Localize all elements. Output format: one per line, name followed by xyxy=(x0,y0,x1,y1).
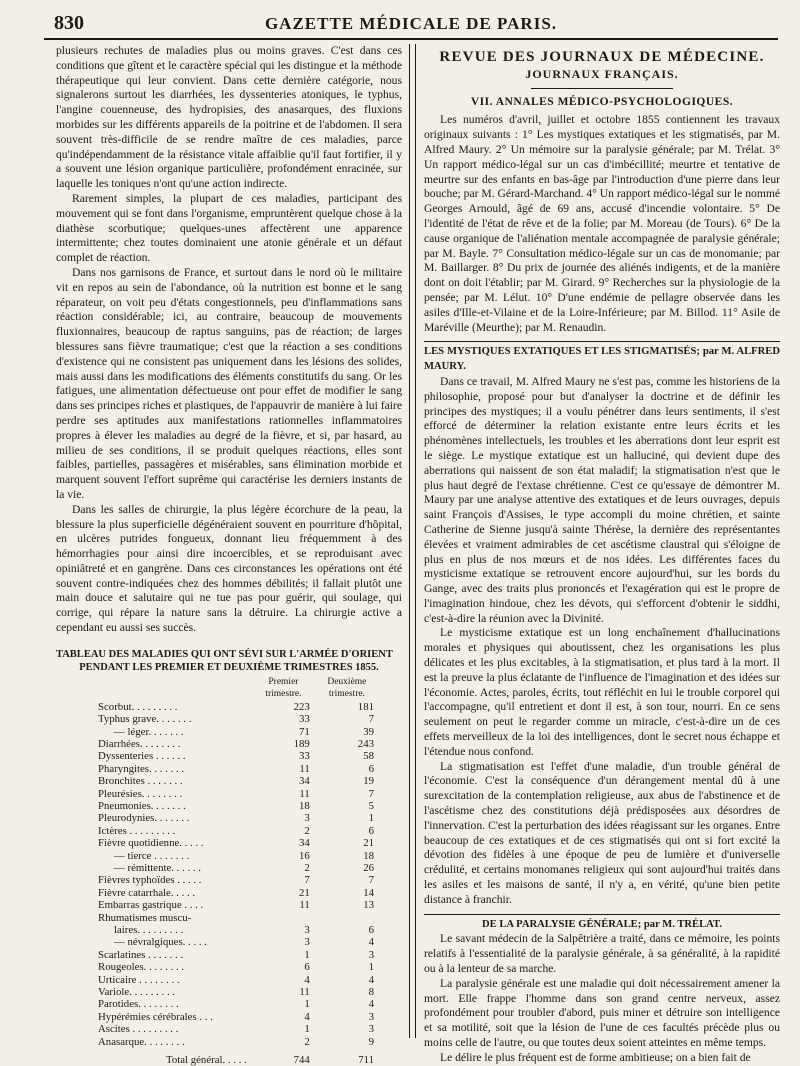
disease-label: Embarras gastrique . . . . xyxy=(98,899,204,912)
second-quarter-count: 14 xyxy=(363,886,374,899)
table-row xyxy=(56,837,402,849)
table-row xyxy=(56,701,402,713)
first-quarter-count: 2 xyxy=(304,861,310,874)
second-quarter-count: 39 xyxy=(363,725,374,738)
second-quarter-count: 3 xyxy=(368,1010,374,1023)
paragraph: La stigmatisation est l'effet d'une maladie, d'un trouble général de l'économie. C'est la conséquence d'un dérangement mental dû à une surexcitation de la contemplation religieuse, aux abus de l'abstinence et de l'ascétisme chez des constitutions déjà prédisposées aux désordres de l'innervation. C'est la perturbation des idées réagissant sur les organes. Entre beaucoup de ces extatiques et de ces stigmatisés qui ont si fort excité la dévotion des fidèles à une époque de peu de lumière et d'universelle crédulité, et certains monomanes religieux qui sont aujourd'hui traités dans les asiles et les maisons de santé, il n'y a, en vérité, qu'une bien petite distance à franchir. xyxy=(424,759,780,906)
second-quarter-count: 4 xyxy=(368,973,374,986)
table-row xyxy=(56,800,402,812)
second-quarter-count xyxy=(320,912,402,924)
table-row xyxy=(56,850,402,862)
disease-label: — rémittente. . . . . . xyxy=(114,861,201,874)
paragraph: Dans nos garnisons de France, et surtout dans le nord où le militaire vit en repos au sein de l'abondance, où la nutrition est bonne et le sang réparateur, on voit peu d'états congestionnels, peu d'inflammations sans réaction considérable; ici, au contraire, beaucoup de mouvements fluxionnaires, beaucoup de raptus sanguins, pas de réaction; de larges blessures sans fièvre traumatique; c'est que la réaction a ses conditions d'existence qui ne consistent pas uniquement dans les lésions des solides, mais aussi dans les modifications des éléments constitutifs du sang. Or les fatigues, une alimentation défectueuse ont pour effet de modifier le sang dans ses principes riches et plastiques, de l'appauvrir de manière à lui faire perdre ses aptitudes aux manifestations rationnelles inflammatoires propres à élever les maladies au degré de la fièvre, et si, par hasard, au milieu de ses conditions, il se produit quelques réactions, elles sont faibles, partielles, passagères et misérables, sans élimination morbide et marquent souvent l'effort suprême qui caractérise les derniers instants de la vie. xyxy=(56,265,402,501)
first-quarter-count: 11 xyxy=(299,787,310,800)
second-quarter-count: 1 xyxy=(368,812,374,825)
table-row xyxy=(56,812,402,824)
table-title-line: PENDANT LES PREMIER ET DEUXIÈME TRIMESTRES 1855. xyxy=(79,661,379,673)
first-quarter-count: 11 xyxy=(299,762,310,775)
first-quarter-count: 18 xyxy=(298,799,310,812)
table-row xyxy=(56,924,402,936)
table-row xyxy=(56,874,402,886)
second-quarter-count: 7 xyxy=(368,787,374,800)
first-quarter-count: 21 xyxy=(298,886,310,899)
total-label: Total général. . . . . xyxy=(166,1054,247,1066)
first-quarter-count: 34 xyxy=(298,775,310,788)
second-quarter-count: 13 xyxy=(363,899,374,912)
disease-label: Fièvre catarrhale. . . . . xyxy=(98,886,196,899)
table-row xyxy=(56,899,402,911)
second-quarter-count: 6 xyxy=(368,824,374,837)
table-row xyxy=(56,1011,402,1023)
first-quarter-count: 6 xyxy=(304,961,310,974)
first-quarter-count: 3 xyxy=(304,936,310,949)
first-quarter-count: 1 xyxy=(304,1023,310,1036)
column-header: Premier trimestre. xyxy=(265,676,302,700)
article-heading: LES MYSTIQUES EXTATIQUES ET LES STIGMATISÉS; par M. ALFRED MAURY. xyxy=(424,341,780,375)
table-row xyxy=(56,738,402,750)
table-row xyxy=(56,788,402,800)
paragraph: Le mysticisme extatique est un long enchaînement d'hallucinations morales et physiques qui aboutissent, chez les organisations les plus délicates et les plus excitables, à la stigmatisation, et plus tard à la mort. Il est la preuve la plus éclatante de l'influence de l'imagination et des idées sur l'économie. Actes, paroles, écrits, tout réfléchit en lui le trouble corporel qui l'accompagne, qu'il entretient et dont il est, à son tour, nourri. En ce sens seulement on peut le regarder comme un miracle, c'est-à-dire un de ces effets merveilleux de la loi des intelligences, dont le secret nous échappe et l'étendue nous confond. xyxy=(424,626,780,758)
disease-label: Pneumonies. . . . . . . xyxy=(98,799,186,812)
table-title xyxy=(56,648,402,674)
second-quarter-count: 5 xyxy=(368,799,374,812)
journal-title: GAZETTE MÉDICALE DE PARIS. xyxy=(264,14,558,33)
table-row xyxy=(56,1023,402,1035)
disease-label: — léger. . . . . . . xyxy=(114,725,184,738)
second-quarter-count: 3 xyxy=(368,1023,374,1036)
table-row xyxy=(56,949,402,961)
second-quarter-count: 4 xyxy=(368,936,374,949)
disease-label: Pharyngites. . . . . . . xyxy=(98,762,185,775)
disease-label: laires. . . . . . . . . xyxy=(114,924,184,936)
total-row xyxy=(56,1048,402,1066)
disease-label: Fièvre quotidienne. . . . . xyxy=(98,837,204,850)
first-quarter-count xyxy=(257,912,320,924)
table-row xyxy=(56,713,402,725)
paragraph: Le délire le plus fréquent est de forme ambitieuse; on a bien fait de xyxy=(440,1050,751,1064)
first-quarter-count: 3 xyxy=(304,812,310,825)
disease-label: Fièvres typhoïdes . . . . . xyxy=(98,874,202,887)
disease-label: Rhumatismes muscu- xyxy=(98,911,192,924)
disease-label: Variole. . . . . . . . . xyxy=(98,986,176,999)
disease-label: — névralgiques. . . . . xyxy=(114,936,207,949)
second-quarter-count: 7 xyxy=(368,713,374,726)
second-quarter-count: 7 xyxy=(368,874,374,887)
table-row xyxy=(56,998,402,1010)
total-first-quarter: 744 xyxy=(293,1054,310,1066)
page-header xyxy=(44,12,778,40)
second-quarter-count: 58 xyxy=(363,750,374,763)
article-heading: DE LA PARALYSIE GÉNÉRALE; par M. TRÉLAT. xyxy=(424,914,780,933)
disease-label: Scorbut. . . . . . . . . xyxy=(98,700,178,713)
disease-label: Ascites . . . . . . . . . xyxy=(98,1023,179,1036)
second-quarter-count: 4 xyxy=(368,998,374,1011)
disease-label: Pleurodynies. . . . . . . xyxy=(98,812,190,825)
second-quarter-count: 21 xyxy=(363,837,374,850)
first-quarter-count: 223 xyxy=(293,700,310,713)
second-quarter-count: 1 xyxy=(368,961,374,974)
second-quarter-count: 26 xyxy=(363,861,374,874)
table-row xyxy=(56,750,402,762)
disease-label: Ictères . . . . . . . . . xyxy=(98,824,176,837)
paragraph: Dans ce travail, M. Alfred Maury ne s'est pas, comme les historiens de la philosophie, proposé pour but d'analyser la doctrine et de définir les principes des mystiques; il a voulu pénétrer dans leurs sentiments, il s'est efforcé de déterminer la relation existante entre leurs écrits et les phénomènes intellectuels, les troubles et les aberrations dont leur esprit est le siège. Le mystique extatique est un halluciné, qui devient dupe des aberrations qui naissent de son état maladif; la stigmatisation n'est que le plus haut degré de l'extase chrétienne. C'est ce qu'essaye de démontrer M. Maury par une analyse attentive des extatiques et de leurs ouvrages, depuis saint François d'Assises, le type accompli du moine chrétien, et sainte Catherine de Sienne jusqu'à sainte Thérèse, la dernière des représentantes élevées et vraiment admirables de cet ascétisme claustral qui s'éloigne de plus en plus de nos mœurs et de nos idées. Les différentes faces du mysticisme extatique se retrouvent encore aujourd'hui, sur les bords du Gange, avec des traits plus prononcés et l'exagération qui est le propre de l'imagination hindoue, chez les dévots, qui s'efforcent d'obtenir le siddhi, c'est-à-dire la réunion avec la Divinité. xyxy=(424,374,780,625)
table-row xyxy=(56,887,402,899)
paragraph: La paralysie générale est une maladie qui doit nécessairement amener la mort. Elle frappe l'homme dans son grand centre nerveux, assez profondément pour troubler d'abord, puis miner et détruire son intelligence et sa motilité, soit que la lésion de l'une de ces facultés précède plus ou moins celle de l'autre, ou que toutes deux soient atteintes en même temps. xyxy=(424,976,780,1049)
paragraph: Rarement simples, la plupart de ces maladies, participant des mouvement qui se font dans l'organisme, empruntèrent quelque chose à la diathèse scorbutique; quelques-unes affectèrent une apparence intermittente; chez toutes dominaient une atonie générale et un défaut complet de réaction. xyxy=(56,191,402,265)
first-quarter-count: 189 xyxy=(293,737,310,750)
paragraph: Les numéros d'avril, juillet et octobre 1855 contiennent les travaux originaux suivants : 1° Les mystiques extatiques et les stigmatisés, par M. Alfred Maury. 2° Un mémoire sur la paralysie générale; par M. Trélat. 3° Un rapport médico-légal sur un cas d'imbécillité; meurtre et tentative de meurtre sur des enfants en bas-âge par l'introduction d'une pierre dans leur bouche; par M. Gérard-Marchand. 4° Un rapport médico-légal sur le nommé Georges Arnould, âgé de 69 ans, accusé d'incendie volontaire. 5° De l'identité de l'état de rêve et de la folie; par M. Moreau (de Tours). 6° De la cause organique de l'aliénation mentale accompagnée de paralysie générale; par M. Bayle. 7° Consultation médico-légale sur un cas de monomanie; par M. Baillarger. 8° Du prix de journée des aliénés indigents, et de la manière dont on doit l'établir; par M. Girard. 9° Recherches sur la physiologie de la pensée; par M. Lélut. 10° D'une endémie de pellagre observée dans les asiles d'Ille-et-Vilaine et de la Loire-Inférieure; par M. Billod. 11° Asile de Maréville (Meurthe); par M. Renaudin. xyxy=(424,113,780,334)
disease-label: Bronchites . . . . . . . xyxy=(98,775,183,788)
table-row xyxy=(56,936,402,948)
paragraph: Dans les salles de chirurgie, la plus légère écorchure de la peau, la blessure la plus superficielle dégénéraient souvent en pourriture d'hôpital, en ulcères putrides fongueux, donnant lieu fréquemment à des hémorrhagies pour ainsi dire incoercibles, et se reproduisant avec opiniâtreté et en gangrène. Dans ces circonstances les opérations ont été souvent contre-indiquées chez des hommes débilités; il fallait plutôt une main douce et salutaire qui ne tue pas pour guérir, qui soulage, qui corrige, qui répare la nature sans la détruire. La chirurgie active a cependant eu aussi ses succès. xyxy=(56,502,402,635)
first-quarter-count: 11 xyxy=(299,899,310,912)
first-quarter-count: 33 xyxy=(298,713,310,726)
left-column xyxy=(56,44,402,1066)
second-quarter-count: 19 xyxy=(363,775,374,788)
disease-label: Urticaire . . . . . . . . xyxy=(98,973,180,986)
column-header: Deuxième trimestre. xyxy=(327,676,367,700)
disease-label: — tierce . . . . . . . xyxy=(114,849,190,862)
disease-table xyxy=(56,676,402,1066)
section-title: REVUE DES JOURNAUX DE MÉDECINE. xyxy=(439,49,765,65)
disease-label: Scarlatines . . . . . . . xyxy=(98,948,184,961)
first-quarter-count: 1 xyxy=(304,948,310,961)
first-quarter-count: 4 xyxy=(304,973,310,986)
table-row xyxy=(56,726,402,738)
first-quarter-count: 2 xyxy=(304,824,310,837)
journal-heading: VII. ANNALES MÉDICO-PSYCHOLOGIQUES. xyxy=(470,95,734,108)
first-quarter-count: 7 xyxy=(304,874,310,887)
subsection-title: JOURNAUX FRANÇAIS. xyxy=(525,66,679,81)
first-quarter-count: 4 xyxy=(304,1010,310,1023)
second-quarter-count: 9 xyxy=(368,1035,374,1048)
disease-label: Pleurésies. . . . . . . . xyxy=(98,787,183,800)
disease-label: Diarrhées. . . . . . . . xyxy=(98,737,181,750)
disease-label: Rougeoles. . . . . . . . xyxy=(98,961,185,974)
disease-label: Dyssenteries . . . . . . xyxy=(98,750,186,763)
table-row xyxy=(56,862,402,874)
table-row xyxy=(56,986,402,998)
table-header-row xyxy=(56,676,402,701)
disease-label: Anasarque. . . . . . . . xyxy=(98,1035,185,1048)
second-quarter-count: 6 xyxy=(368,762,374,775)
second-quarter-count: 18 xyxy=(363,849,374,862)
first-quarter-count: 33 xyxy=(298,750,310,763)
table-row xyxy=(56,961,402,973)
first-quarter-count: 71 xyxy=(298,725,310,738)
second-quarter-count: 3 xyxy=(368,948,374,961)
table-row xyxy=(56,775,402,787)
first-quarter-count: 16 xyxy=(298,849,310,862)
second-quarter-count: 243 xyxy=(357,737,374,750)
table-row xyxy=(56,974,402,986)
page-number: 830 xyxy=(54,12,84,34)
column-divider xyxy=(409,44,416,1038)
disease-label: Typhus grave. . . . . . . xyxy=(98,713,192,726)
first-quarter-count: 34 xyxy=(298,837,310,850)
right-column xyxy=(424,44,780,1064)
first-quarter-count: 1 xyxy=(304,998,310,1011)
total-second-quarter: 711 xyxy=(358,1054,374,1066)
table-row xyxy=(56,763,402,775)
table-row xyxy=(56,912,402,924)
table-row xyxy=(56,825,402,837)
first-quarter-count: 2 xyxy=(304,1035,310,1048)
paragraph: Le savant médecin de la Salpêtrière a traité, dans ce mémoire, les points relatifs à l'essentialité de la paralysie générale, à sa généralité, à la rapidité ou à la lenteur de sa marche. xyxy=(424,932,780,976)
second-quarter-count: 6 xyxy=(368,924,374,936)
second-quarter-count: 181 xyxy=(357,700,374,713)
second-quarter-count: 8 xyxy=(368,986,374,999)
first-quarter-count: 3 xyxy=(304,924,310,936)
table-title-line: TABLEAU DES MALADIES QUI ONT SÉVI SUR L'ARMÉE D'ORIENT xyxy=(56,648,393,660)
disease-label: Parotides. . . . . . . . xyxy=(98,998,179,1011)
paragraph: plusieurs rechutes de maladies plus ou moins graves. C'est dans ces conditions que gîtent et le caractère spécial qui les distingue et la méthode thérapeutique qui leur convient. Dans cette dernière catégorie, nous signalerons surtout les diarrhées, les dyssenteries atoniques, le typhus, l'angine couenneuse, des hydropisies, des anasarques, des fluxions morbides sur les différents appareils de la poitrine et de l'abdomen. Il sera souvent très-difficile de se rendre maître de ces maladies, parce qu'indépendamment de la résistance vitale affaiblie qu'il faut fortifier, il y a souvent une lésion organique particulière, profondément enracinée, sur laquelle les toniques n'ont qu'une action indirecte. xyxy=(56,44,402,191)
disease-label: Hypérémies cérébrales . . . xyxy=(98,1010,213,1023)
divider xyxy=(531,88,673,89)
table-row xyxy=(56,1036,402,1048)
first-quarter-count: 11 xyxy=(299,986,310,999)
